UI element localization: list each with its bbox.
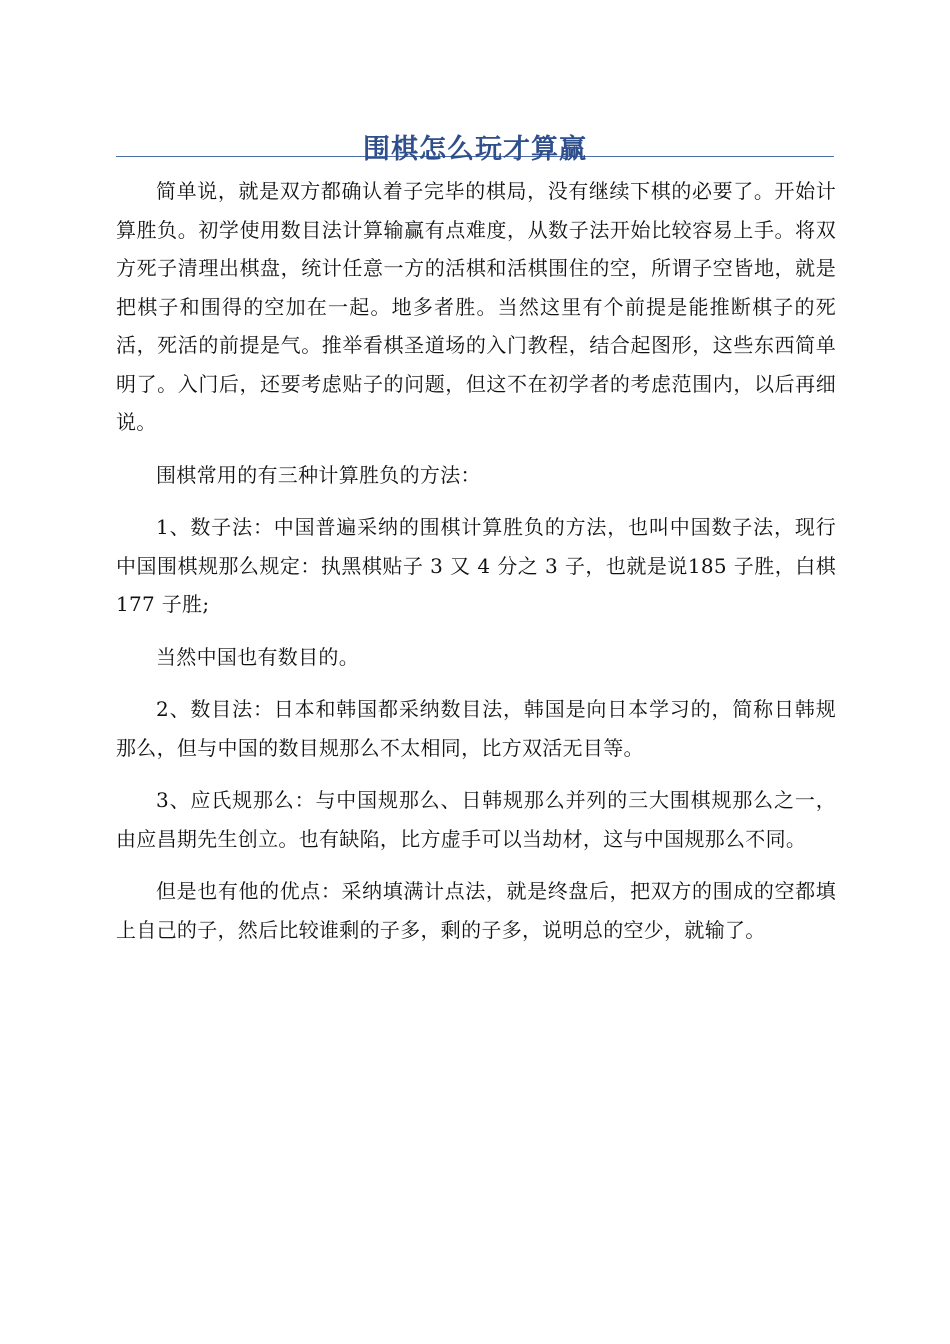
paragraph-territory-scoring: 2、数目法：日本和韩国都采纳数目法，韩国是向日本学习的，简称日韩规那么，但与中国的数目规那么不太相同，比方双活无目等。	[116, 697, 836, 760]
document-body	[116, 172, 836, 963]
paragraph-counting-stones: 1、数子法：中国普遍采纳的围棋计算胜负的方法，也叫中国数子法，现行中国围棋规那么规定：执黑棋贴子 3 又 4 分之 3 子，也就是说185 子胜，白棋 177 子胜;	[116, 515, 836, 616]
paragraph-intro: 简单说，就是双方都确认着子完毕的棋局，没有继续下棋的必要了。开始计算胜负。初学使用数目法计算输赢有点难度，从数子法开始比较容易上手。将双方死子清理出棋盘，统计任意一方的活棋和活棋围住的空，所谓子空皆地，就是把棋子和围得的空加在一起。地多者胜。当然这里有个前提是能推断棋子的死活，死活的前提是气。推举看棋圣道场的入门教程，结合起图形，这些东西简单明了。入门后，还要考虑贴子的问题，但这不在初学者的考虑范围内，以后再细说。	[116, 179, 836, 434]
paragraph-ing-advantages: 但是也有他的优点：采纳填满计点法，就是终盘后，把双方的围成的空都填上自己的子，然后比较谁剩的子多，剩的子多，说明总的空少，就输了。	[116, 879, 836, 942]
paragraph-china-counting-note: 当然中国也有数目的。	[156, 644, 359, 669]
page-title: 围棋怎么玩才算赢	[363, 134, 587, 166]
paragraph-ing-rules: 3、应氏规那么：与中国规那么、日韩规那么并列的三大围棋规那么之一，由应昌期先生创立。也有缺陷，比方虚手可以当劫材，这与中国规那么不同。	[116, 788, 836, 851]
title-block	[116, 112, 834, 166]
paragraph-methods-heading: 围棋常用的有三种计算胜负的方法：	[156, 462, 481, 487]
